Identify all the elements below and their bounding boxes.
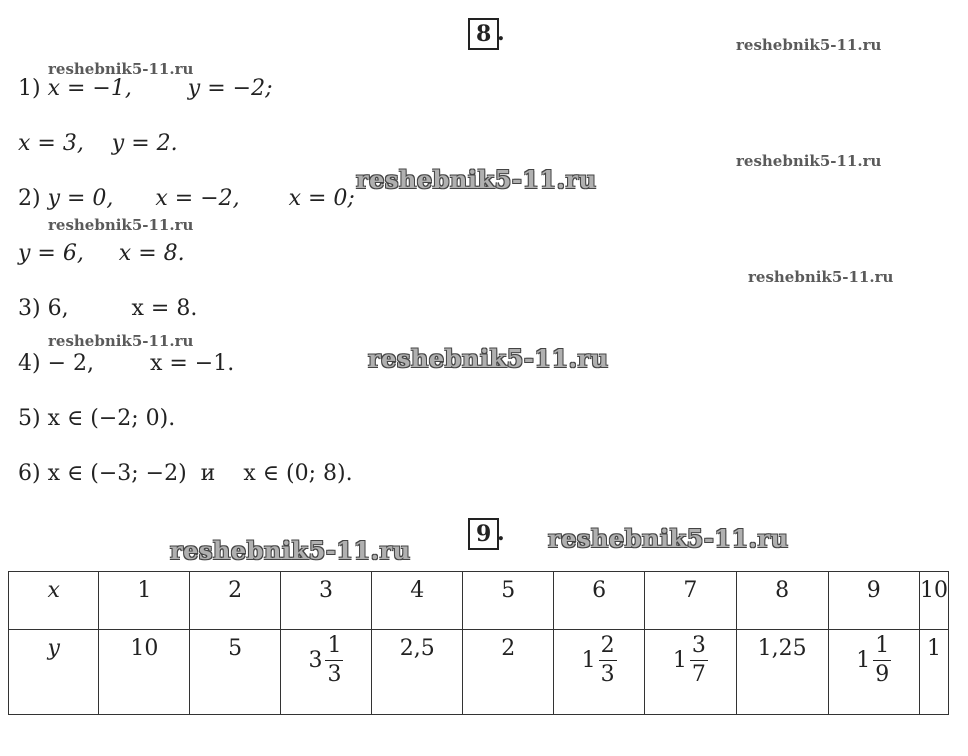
fraction-numerator: 3 (690, 632, 708, 661)
task-8-line-4 (18, 241, 185, 266)
task-8-line-7 (18, 406, 175, 431)
fraction-denominator: 9 (875, 662, 890, 687)
watermark: reshebnik5-11.ru (48, 60, 194, 78)
fraction-numerator: 2 (599, 632, 617, 661)
task-9-dot: . (497, 520, 505, 546)
item-number: 3) (18, 296, 41, 321)
task-8-number: 8 (468, 18, 499, 50)
line-text: x ∈ (−3; −2) и x ∈ (0; 8). (40, 461, 353, 486)
table-cell: 8 (736, 572, 828, 630)
item-number: 4) (18, 351, 41, 376)
watermark: reshebnik5-11.ru (356, 165, 597, 194)
table-cell: 4 (372, 572, 463, 630)
fraction-whole: 3 (308, 647, 323, 673)
table-row-x (9, 572, 949, 630)
fraction-numerator: 1 (325, 632, 343, 661)
table-row-y (9, 630, 949, 715)
fraction-denominator: 3 (600, 662, 615, 687)
fraction-numerator: 1 (873, 632, 891, 661)
watermark: reshebnik5-11.ru (170, 536, 411, 565)
item-number: 5) (18, 406, 41, 431)
watermark: reshebnik5-11.ru (48, 216, 194, 234)
watermark: reshebnik5-11.ru (748, 268, 894, 286)
fraction-whole: 1 (856, 647, 871, 673)
fraction-denominator: 7 (691, 662, 706, 687)
table-cell: 1,25 (736, 630, 828, 715)
table-cell: 2,5 (372, 630, 463, 715)
item-number: 6) (18, 461, 41, 486)
line-text: 6, x = 8. (40, 296, 198, 321)
line-text: x = 3, y = 2. (18, 131, 178, 156)
mixed-fraction (308, 632, 343, 689)
table-cell (828, 630, 919, 715)
mixed-fraction (856, 632, 891, 689)
task-8-line-6 (18, 351, 234, 376)
task-8-line-5 (18, 296, 197, 321)
watermark: reshebnik5-11.ru (548, 524, 789, 553)
row-label-y: y (9, 630, 99, 715)
table-cell: 10 (99, 630, 190, 715)
line-text: x ∈ (−2; 0). (40, 406, 176, 431)
task-8-line-2 (18, 131, 178, 156)
line-text: y = 0, x = −2, x = 0; (40, 186, 355, 211)
watermark: reshebnik5-11.ru (368, 344, 609, 373)
item-number: 1) (18, 76, 41, 101)
mixed-fraction (582, 632, 617, 689)
item-number: 2) (18, 186, 41, 211)
table-cell: 1 (99, 572, 190, 630)
table-cell (553, 630, 644, 715)
table-cell: 2 (463, 630, 553, 715)
fraction-denominator: 3 (327, 662, 342, 687)
table-cell: 7 (645, 572, 736, 630)
table-cell (645, 630, 736, 715)
table-cell: 6 (553, 572, 644, 630)
line-text: − 2, x = −1. (40, 351, 235, 376)
fraction-whole: 1 (581, 647, 596, 673)
task-8-line-8 (18, 461, 353, 486)
task-8-dot: . (497, 20, 505, 46)
table-cell: 3 (280, 572, 371, 630)
line-text: y = 6, x = 8. (18, 241, 185, 266)
table-cell: 2 (190, 572, 280, 630)
table-cell (280, 630, 371, 715)
table-cell: 1 (919, 630, 948, 715)
task-8-line-3 (18, 186, 355, 211)
mixed-fraction (673, 632, 708, 689)
fraction-whole: 1 (672, 647, 687, 673)
values-table (8, 571, 949, 715)
task-9-number: 9 (468, 518, 499, 550)
task-8-line-1 (18, 76, 272, 101)
watermark: reshebnik5-11.ru (736, 152, 882, 170)
table-cell: 5 (190, 630, 280, 715)
watermark: reshebnik5-11.ru (48, 332, 194, 350)
line-text: x = −1, y = −2; (40, 76, 273, 101)
row-label-x: x (9, 572, 99, 630)
table-cell: 9 (828, 572, 919, 630)
table-cell: 5 (463, 572, 553, 630)
table-cell: 10 (919, 572, 948, 630)
watermark: reshebnik5-11.ru (736, 36, 882, 54)
